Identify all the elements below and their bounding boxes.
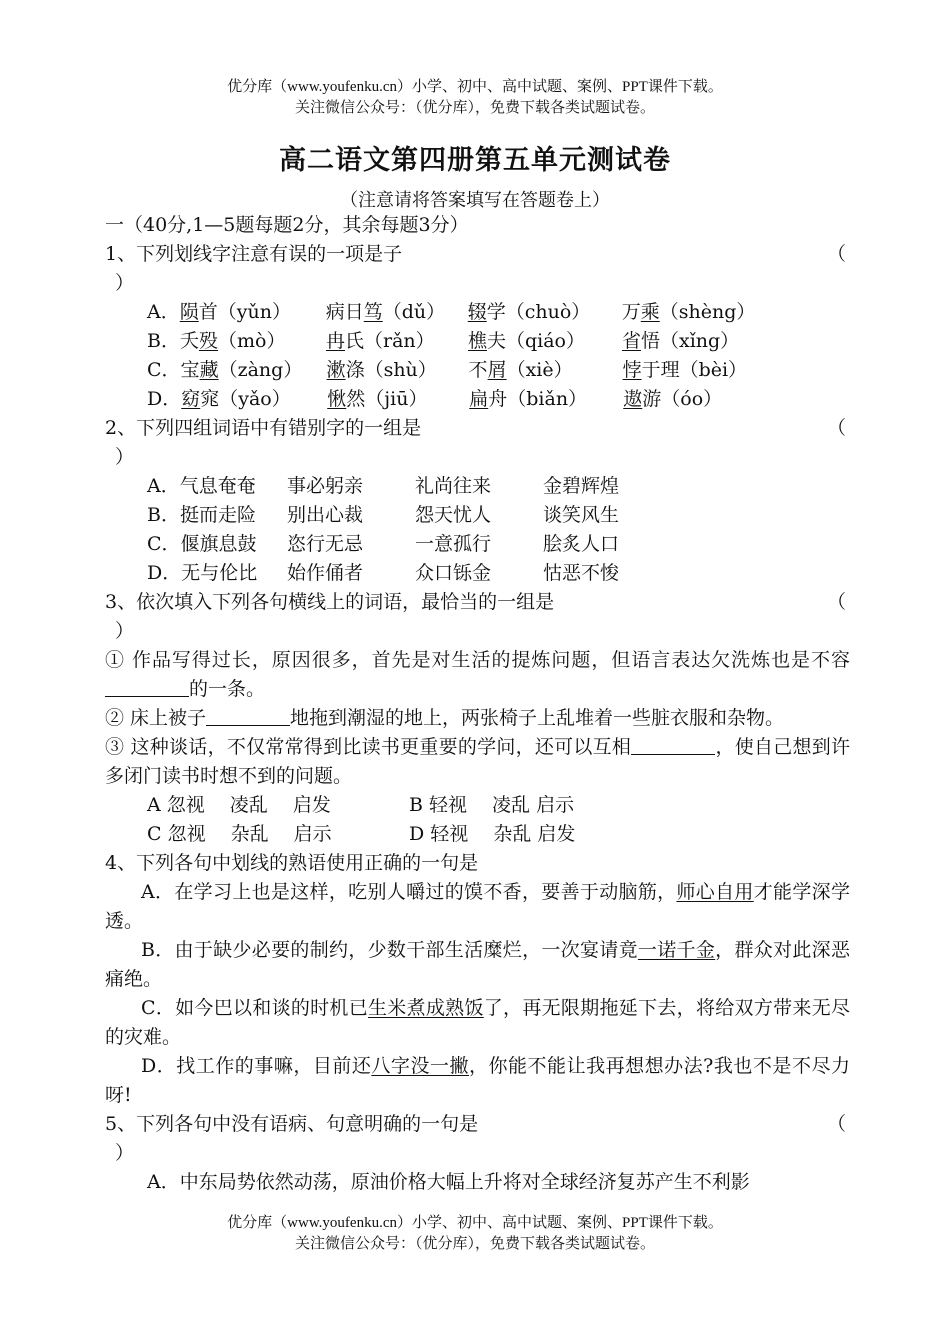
question-1-option-d: D．窈窕（yǎo） 愀然（jiū） 扁舟（biǎn） 遨游（óo）: [147, 388, 723, 410]
question-2-option-b: B．挺而走险 别出心裁 怨天忧人 谈笑风生: [147, 504, 620, 526]
question-4-option-c: C．如今巴以和谈的时机已生米煮成熟饭了，再无限期拖延下去，将给双方带来无尽的灾难。: [105, 997, 850, 1048]
question-3-options-cd: C 忽视 杂乱 启示 D 轻视 杂乱 启发: [147, 823, 576, 845]
question-1-option-b: B．夭殁（mò） 冉氏（rǎn） 樵夫（qiáo） 省悟（xǐng）: [147, 330, 740, 352]
question-2-option-d: D．无与伦比 始作俑者 众口铄金 怙恶不悛: [147, 562, 620, 584]
answer-paren-open: （: [826, 243, 846, 265]
answer-paren-close: ）: [115, 272, 135, 294]
question-3-sentence-3: ③ 这种谈话，不仅常常得到比读书更重要的学问，还可以互相 ，使自己想到许多闭门读书时想不到的问题。: [105, 736, 850, 787]
answer-paren-open: （: [826, 417, 846, 439]
footer-line-2: 关注微信公众号：（优分库），免费下载各类试题试卷。: [294, 1236, 655, 1252]
question-4-option-d: D．找工作的事嘛，目前还八字没一撇，你能不能让我再想想办法?我也不是不尽力呀!: [105, 1055, 850, 1106]
question-4-option-b: B．由于缺少必要的制约，少数干部生活糜烂，一次宴请竟一诺千金，群众对此深恶痛绝。: [105, 939, 850, 990]
section-heading: 一（40分,1—5题每题2分，其余每题3分）: [105, 214, 469, 236]
exam-body: [105, 211, 850, 1197]
answer-paren-close: ）: [115, 446, 135, 468]
question-5-option-a: A．中东局势依然动荡，原油价格大幅上升将对全球经济复苏产生不利影: [147, 1171, 750, 1193]
question-5-stem: 5、下列各句中没有语病、句意明确的一句是 （: [105, 1110, 850, 1139]
header-line-1: 优分库（www.youfenku.cn）小学、初中、高中试题、案例、PPT课件下载。: [227, 79, 723, 95]
exam-note: （注意请将答案填写在答题卷上）: [340, 190, 610, 211]
answer-paren-open: （: [826, 591, 846, 613]
question-4-stem: 4、下列各句中划线的熟语使用正确的一句是: [105, 852, 479, 874]
question-3-sentence-2: ② 床上被子 地拖到潮湿的地上，两张椅子上乱堆着一些脏衣服和杂物。: [105, 707, 785, 729]
header-line-2: 关注微信公众号：（优分库），免费下载各类试题试卷。: [294, 100, 655, 116]
answer-paren-close: ）: [115, 1142, 135, 1164]
fill-blank: [206, 706, 290, 726]
question-3-stem: 3、依次填入下列各句横线上的词语，最恰当的一组是 （: [105, 588, 850, 617]
footer-line-1: 优分库（www.youfenku.cn）小学、初中、高中试题、案例、PPT课件下载。: [227, 1215, 723, 1231]
exam-title: 高二语文第四册第五单元测试卷: [279, 145, 671, 176]
answer-paren-close: ）: [115, 620, 135, 642]
question-1-stem: 1、下列划线字注意有误的一项是子 （: [105, 240, 850, 269]
fill-blank: [631, 735, 715, 755]
question-1-option-c: C．宝藏（zàng） 漱涤（shù） 不屑（xiè） 悖于理（bèi）: [147, 359, 748, 381]
fill-blank: [105, 677, 189, 697]
question-3-sentence-1: ① 作品写得过长，原因很多，首先是对生活的提炼问题，但语言表达欠洗炼也是不容的一条。: [105, 649, 850, 700]
question-2-option-a: A．气息奄奄 事必躬亲 礼尚往来 金碧辉煌: [147, 475, 620, 497]
question-4-option-a: A．在学习上也是这样，吃别人嚼过的馍不香，要善于动脑筋，师心自用才能学深学透。: [105, 881, 850, 932]
answer-paren-open: （: [826, 1113, 846, 1135]
question-2-stem: 2、下列四组词语中有错别字的一组是 （: [105, 414, 850, 443]
question-3-options-ab: A 忽视 凌乱 启发 B 轻视 凌乱 启示: [147, 794, 575, 816]
page-footer: [0, 1213, 950, 1255]
question-1-option-a: A．陨首（yǔn） 病日笃（dǔ） 辍学（chuò） 万乘（shèng）: [147, 301, 756, 323]
question-2-option-c: C．偃旗息鼓 恣行无忌 一意孤行 脍炙人口: [147, 533, 620, 555]
page-header: [0, 77, 950, 119]
